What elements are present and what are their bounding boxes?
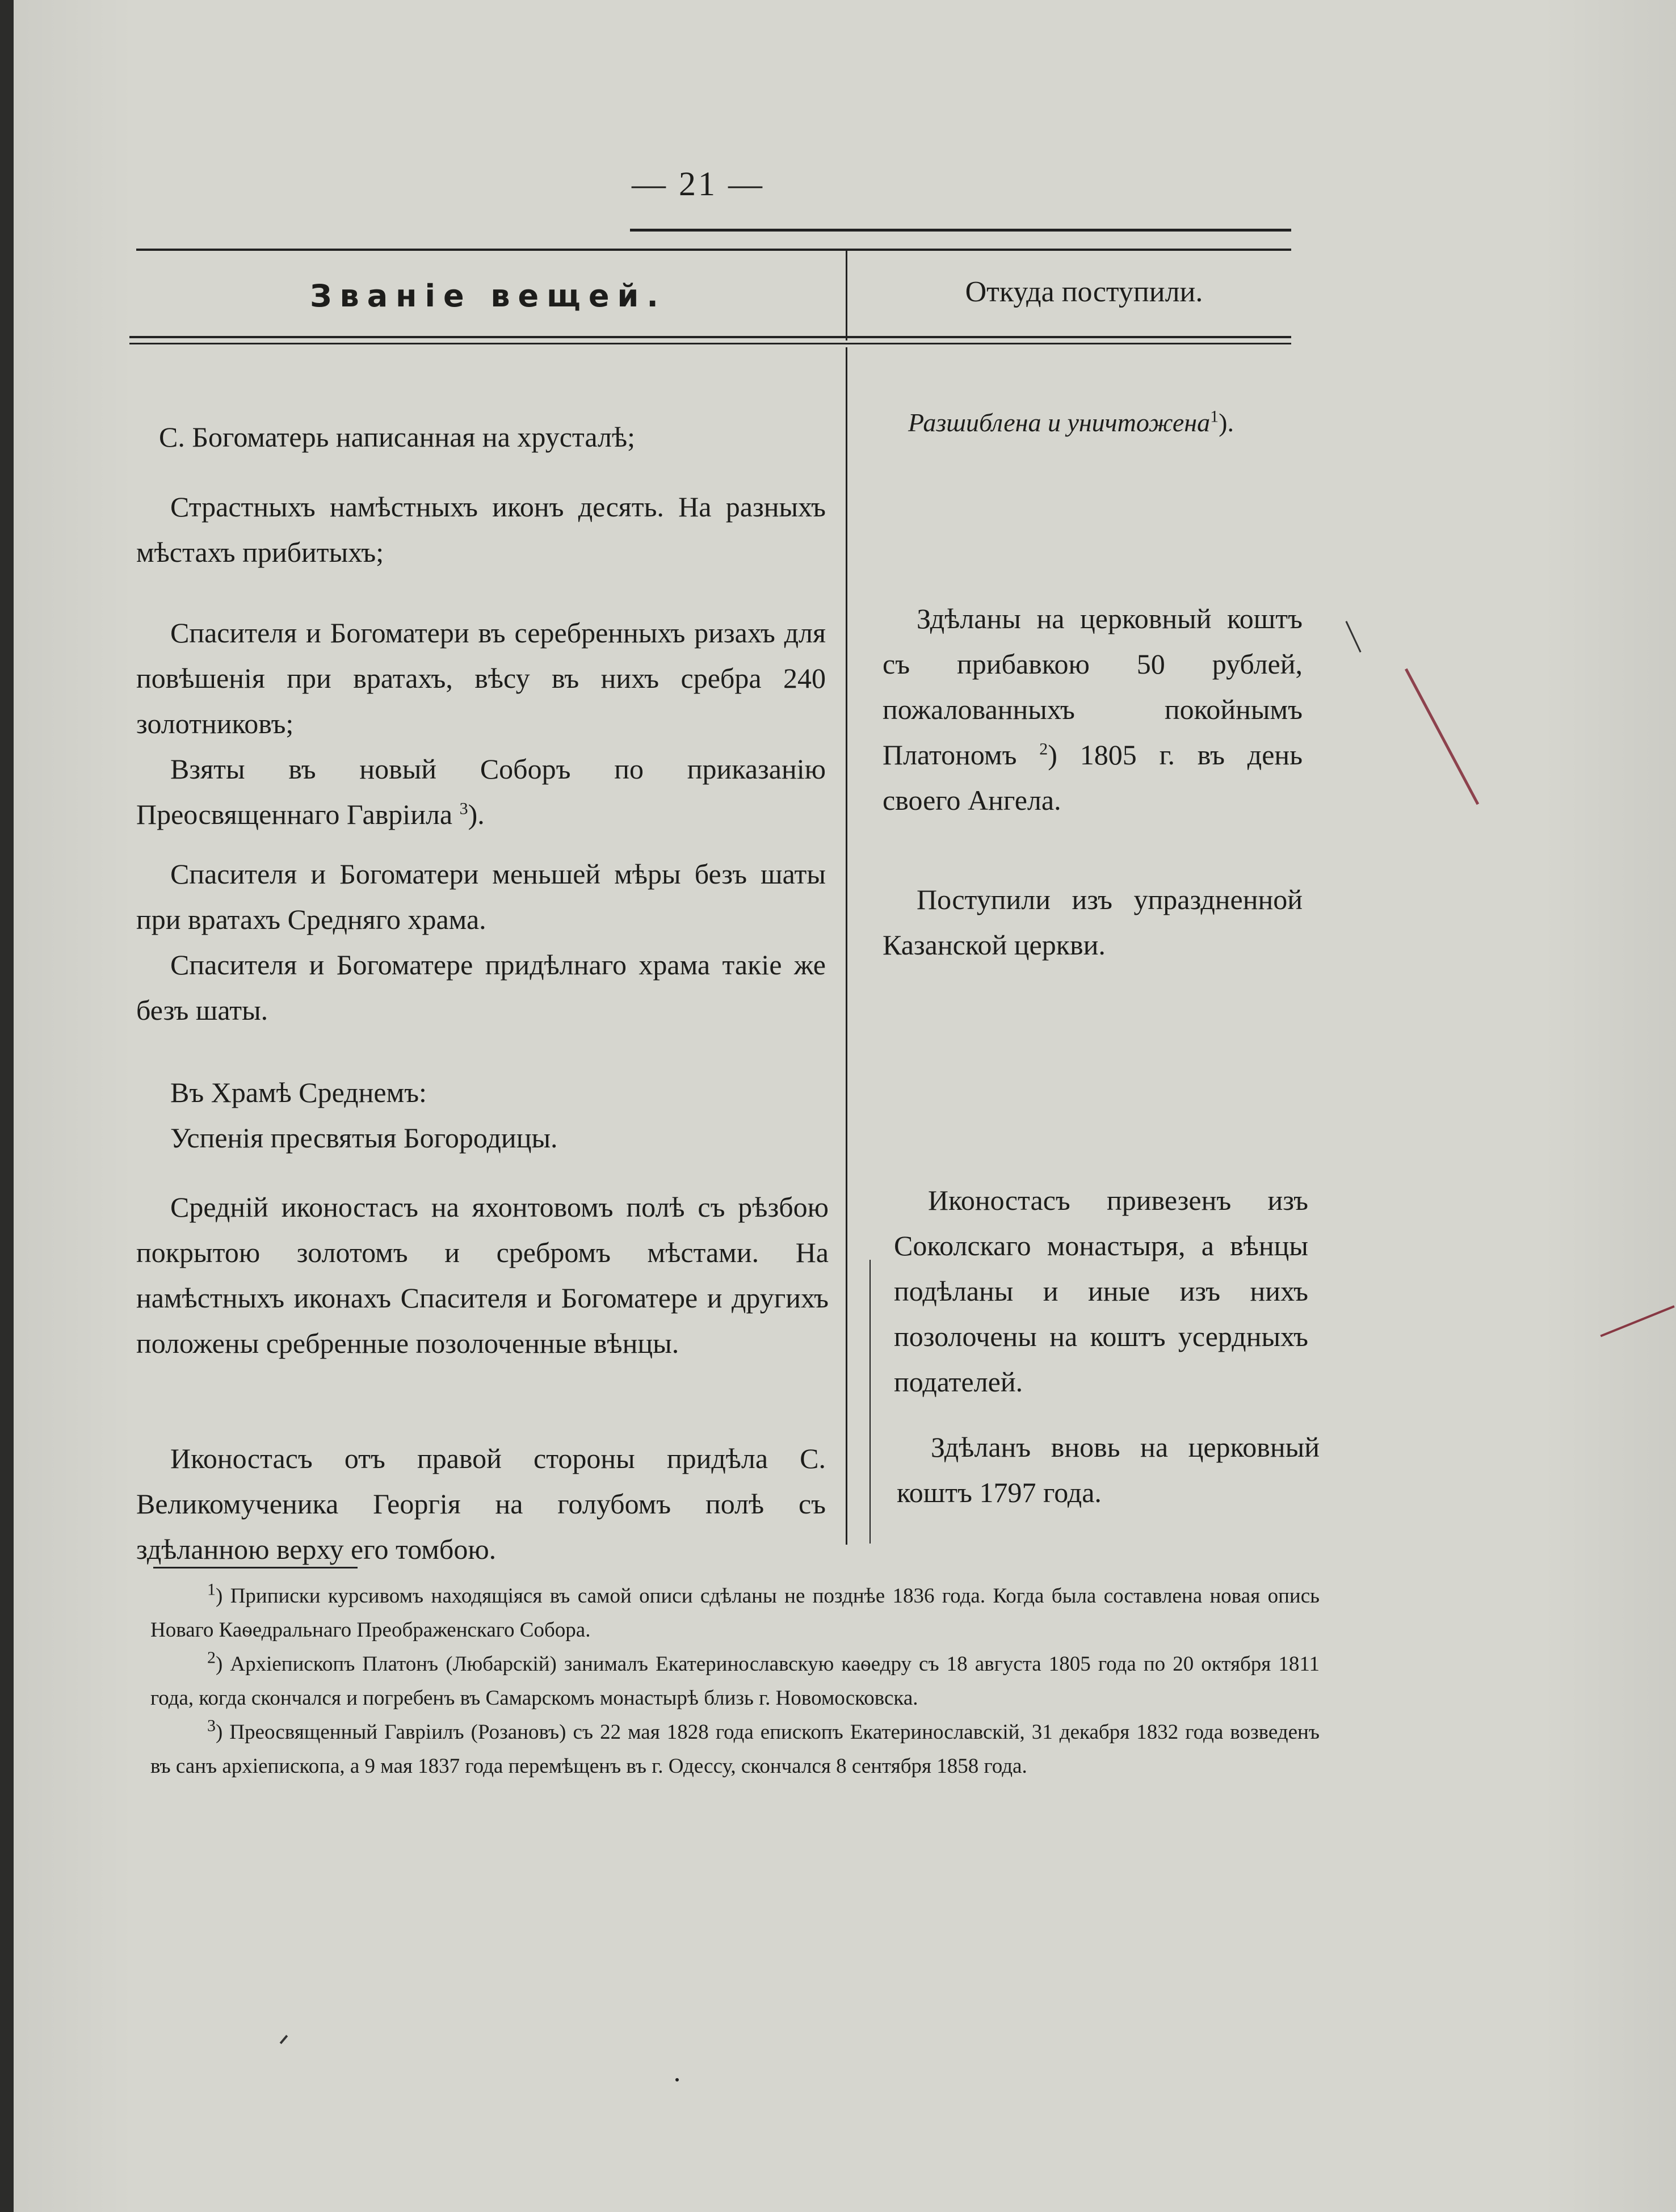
entry-7-item: [136, 1436, 826, 1572]
entry-4-text-a: Спасителя и Богоматери меньшей мѣры безъ шаты при вратахъ Средняго храма.: [136, 858, 826, 935]
entry-4-item: [136, 851, 826, 1033]
footnote-1-text: ) Приписки курсивомъ находящіяся въ самой описи сдѣланы не позднѣе 1836 года. Когда была составлена новая опись Новаго Каѳедральнаго Преображенскаго Собора.: [150, 1584, 1320, 1642]
entry-3-source-body: Здѣланы на церковный коштъ съ прибавкою 50 рублей, пожалованныхъ покойнымъ Платономъ: [883, 603, 1303, 771]
footnote-2-text: ) Архіепископъ Платонъ (Любарскій) занималъ Екатеринославскую каѳедру съ 18 августа 1805 года по 20 октября 1811 года, когда скончался и погребенъ въ Самарскомъ монастырѣ близь г. Новомосковска.: [150, 1652, 1320, 1710]
entry-6-item: [136, 1184, 829, 1366]
footnote-separator: [153, 1567, 358, 1568]
entry-4-source: [883, 877, 1303, 968]
entry-1-source-tail: ).: [1219, 408, 1234, 437]
footnotes: [150, 1579, 1320, 1784]
body-column-divider: [846, 347, 847, 1545]
entry-1-footnote-ref: 1: [1210, 407, 1219, 426]
entry-6-text: Средній иконостасъ на яхонтовомъ полѣ съ рѣзбою покрытою золотомъ и сребромъ мѣстами. На намѣстныхъ иконахъ Спасителя и Богоматере и другихъ положены сребренные позолоченные вѣнцы.: [136, 1191, 829, 1359]
header-double-rule-1: [129, 336, 1291, 338]
margin-pen-tick: [1345, 621, 1361, 653]
entry-6-source: [894, 1178, 1308, 1404]
page-speck-2: [280, 2035, 288, 2044]
entry-7-source-text: Здѣланъ вновь на церковный коштъ 1797 года.: [897, 1431, 1320, 1508]
entry-1-text: С. Богоматерь написанная на хрусталѣ;: [159, 421, 635, 453]
footnote-3-mark: 3: [207, 1716, 216, 1735]
entry-3-source-footnote-ref: 2: [1039, 739, 1048, 759]
entry-4-source-text: Поступили изъ упраздненной Казанской церкви.: [883, 884, 1303, 961]
entry-2-item: [136, 484, 826, 575]
entry-3-item: [136, 610, 826, 837]
entry-3-text-a: Спасителя и Богоматери въ серебренныхъ ризахъ для повѣшенія при вратахъ, вѣсу въ нихъ сребра 240 золотниковъ;: [136, 617, 826, 739]
entry-3-text-b-body: Взяты въ новый Соборъ по приказанію Преосвященнаго Гавріила: [136, 753, 826, 830]
page-speck: [675, 2078, 679, 2081]
entry-5-text-a: Въ Храмѣ Среднемъ:: [170, 1076, 427, 1108]
header-top-rule: [630, 229, 1291, 232]
entry-5-text-b: Успенія пресвятыя Богородицы.: [170, 1122, 558, 1154]
page-edge-shadow: [0, 0, 14, 2212]
footnote-2: [150, 1647, 1320, 1715]
entry-1-source-text: Разшиблена и уничтожена: [908, 408, 1211, 437]
column-header-items: Званіе вещей.: [310, 278, 666, 314]
footnote-3-text: ) Преосвященный Гавріилъ (Розановъ) съ 22 мая 1828 года епископъ Екатеринославскій, 31 декабря 1832 года возведенъ въ санъ архіепископа, а 9 мая 1837 года перемѣщенъ въ г. Одессу, скончался 8 сентября 1858 года.: [150, 1721, 1320, 1778]
column-header-source: Откуда поступили.: [965, 276, 1203, 308]
footnote-2-mark: 2: [207, 1648, 216, 1667]
entry-3-source-tail: ) 1805 г. въ день своего Ангела.: [883, 739, 1303, 816]
footnote-3: [150, 1715, 1320, 1784]
margin-pen-stroke-2: [1600, 1305, 1674, 1337]
entry-4-text-b: Спасителя и Богоматере придѣлнаго храма такіе же безъ шаты.: [136, 949, 826, 1026]
entry-6-source-text: Иконостасъ привезенъ изъ Соколскаго монастыря, а вѣнцы подѣланы и иные изъ нихъ позолочены на коштъ усердныхъ подателей.: [894, 1184, 1308, 1398]
footnote-1: [150, 1579, 1320, 1647]
page-number: — 21 —: [632, 165, 765, 203]
entry-5-item: [136, 1070, 826, 1160]
entry-1-item: [159, 414, 834, 460]
entry-2-text: Страстныхъ намѣстныхъ иконъ десять. На разныхъ мѣстахъ прибитыхъ;: [136, 491, 826, 568]
entry-3-text-b-tail: ).: [468, 798, 485, 830]
entry-3-source: [883, 596, 1303, 823]
entry-3-footnote-ref: 3: [459, 799, 468, 818]
header-column-divider: [846, 250, 847, 340]
body-column-divider-lower: [869, 1260, 871, 1544]
entry-3-text-b: [136, 746, 826, 837]
header-double-rule-2: [129, 343, 1291, 344]
table-top-rule: [136, 249, 1291, 251]
margin-pen-stroke-1: [1405, 668, 1479, 805]
entry-3-source-text: [883, 596, 1303, 823]
entry-7-source: [897, 1424, 1320, 1515]
entry-1-source: [908, 400, 1305, 445]
footnote-1-mark: 1: [207, 1580, 216, 1599]
entry-7-text: Иконостасъ отъ правой стороны придѣла С. Великомученика Георгія на голубомъ полѣ съ здѣланною верху его томбою.: [136, 1443, 826, 1565]
